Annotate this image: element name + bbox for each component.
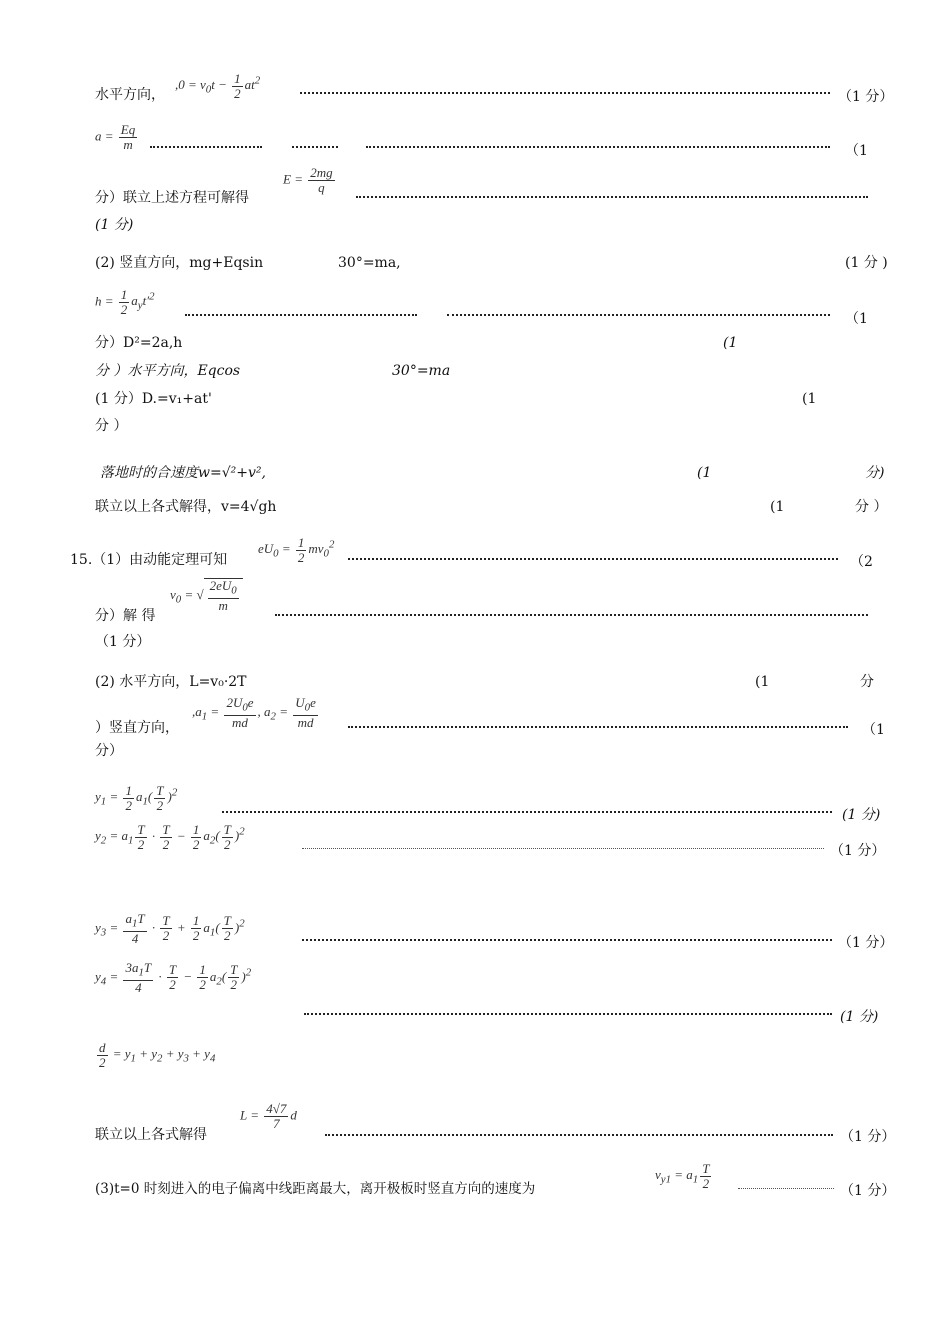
score: 分 ） (855, 499, 888, 515)
score: （1 分） (840, 1183, 896, 1199)
formula: $,0 = v_0t$ − $\frac{1}{2}$ $at^2$ (175, 71, 261, 101)
score: （1 分） (838, 89, 894, 105)
score: （1 (845, 143, 868, 159)
text-line: 联立以上各式解得，v=4√gh (95, 499, 277, 515)
score: （1 分） (840, 1129, 896, 1145)
text-line: (3)t=0 时刻进入的电子偏离中线距离最大，离开极板时竖直方向的速度为 (95, 1181, 536, 1197)
score: （1 (845, 311, 868, 327)
score: 分) (865, 465, 885, 481)
formula: $,a_1$ = $\frac{2U_0e}{md}$ , $a_2$ = $\frac{U_0e}{md}$ (192, 695, 316, 730)
text-line: 分 ）水平方向，Eqcos (95, 363, 241, 379)
formula: h = $\frac{1}{2}$ $a_yt'^2$ (95, 287, 155, 317)
leader-dots (302, 842, 824, 849)
leader-dots (348, 552, 838, 560)
score: （1 分） (838, 935, 894, 951)
formula: $v_{y1} = a_1$ $\frac{T}{2}$ (655, 1161, 710, 1191)
leader-dots (738, 1182, 834, 1189)
leader-dots (292, 140, 338, 148)
formula: $v_0$ = √ $\frac{2eU_0}{m}$ (170, 578, 243, 613)
text-line: (2) 竖直方向，mg+Eqsin (95, 255, 264, 271)
leader-dots (302, 933, 832, 941)
leader-dots (325, 1128, 833, 1136)
formula-y1: $y_1$ = $\frac{1}{2}$ $a_1$( $\frac{T}{2}$ )$^2$ (95, 783, 178, 813)
text-line: 分 ） (95, 418, 128, 434)
text-line: 分）联立上述方程可解得 (95, 190, 249, 206)
text-line: 分） (95, 743, 123, 759)
score: (1 (723, 335, 738, 351)
score: 分 (860, 674, 874, 690)
question-15-part1: 15.（1）由动能定理可知 (70, 552, 228, 568)
formula: E = $\frac{2mg}{q}$ (283, 165, 333, 195)
leader-dots (185, 308, 417, 316)
score: (1 分) (842, 807, 881, 823)
leader-dots (275, 608, 868, 616)
text-line: 联立以上各式解得 (95, 1127, 207, 1143)
text-line: (2) 水平方向，L=v₀·2T (95, 674, 247, 690)
score: (1 (755, 674, 770, 690)
text-line: 水平方向， (95, 87, 165, 103)
text-line: ）竖直方向， (95, 720, 179, 736)
leader-dots (366, 140, 830, 148)
formula-y3: $y_3$ = $\frac{a_1T}{4}$ · $\frac{T}{2}$ + $\frac{1}{2}$ $a_1$( $\frac{T}{2}$ )$^2$ (95, 911, 245, 946)
score: (1 分) (840, 1009, 879, 1025)
score: (1 分 ) (845, 255, 888, 271)
formula-y2: $y_2 = a_1$ $\frac{T}{2}$ · $\frac{T}{2}$ − $\frac{1}{2}$ $a_2$( $\frac{T}{2}$ )$^2$ (95, 822, 245, 852)
score: （1 (862, 722, 885, 738)
formula: L = $\frac{4√7}{7}$ d (240, 1101, 297, 1131)
leader-dots (150, 140, 262, 148)
text-line: 30°=ma, (338, 255, 401, 271)
leader-dots (356, 190, 868, 198)
text-line: 30°=ma (392, 363, 451, 379)
score: （1 分） (95, 634, 151, 650)
formula: $eU_0$ = $\frac{1}{2}$ $mv_0^2$ (258, 535, 335, 565)
leader-dots (348, 720, 848, 728)
leader-dots (300, 86, 830, 94)
score: (1 分) (95, 217, 134, 233)
score: (1 (697, 465, 712, 481)
leader-dots (447, 308, 830, 316)
leader-dots (304, 1007, 832, 1015)
formula-y4: $y_4$ = $\frac{3a_1T}{4}$ · $\frac{T}{2}$ − $\frac{1}{2}$ $a_2$( $\frac{T}{2}$ )$^2$ (95, 960, 252, 995)
text-line: 分）D²=2a,h (95, 335, 183, 351)
formula: a = $\frac{Eq}{m}$ (95, 122, 136, 152)
text-line: 落地时的合速度w=√²+v², (100, 465, 266, 481)
formula-sum: $\frac{d}{2}$ = $y_1 + y_2 + y_3 + y_4$ (99, 1040, 216, 1070)
text-line: 分）解 得 (95, 608, 156, 624)
text-line: (1 分）D.=v₁+at' (95, 391, 212, 407)
score: (1 (802, 391, 817, 407)
score: （2 (850, 554, 873, 570)
score: (1 (770, 499, 785, 515)
score: （1 分） (830, 843, 886, 859)
leader-dots (222, 805, 832, 813)
